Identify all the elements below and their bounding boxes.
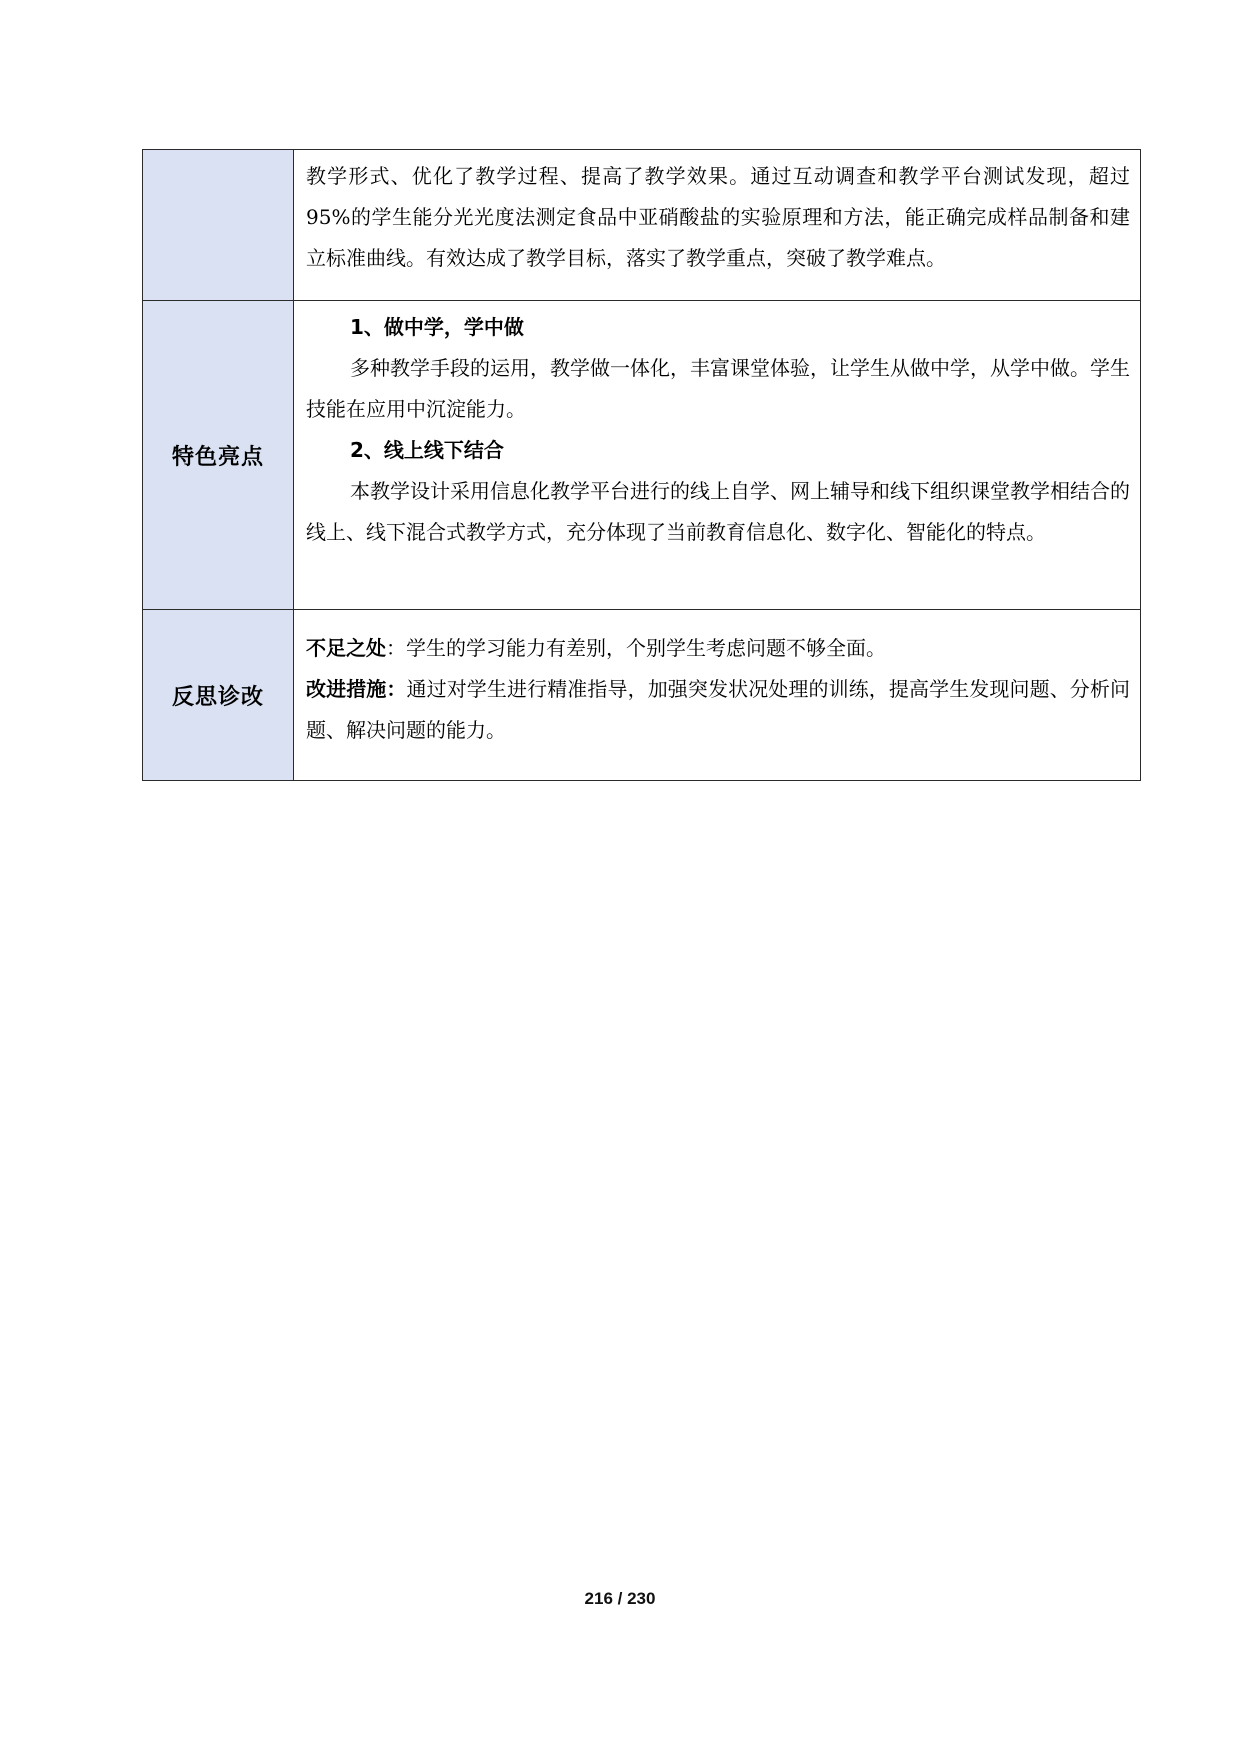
highlight-heading-2: 2、线上线下结合: [350, 438, 504, 462]
highlight-heading-1: 1、做中学，学中做: [350, 315, 524, 339]
highlight-paragraph-2: 本教学设计采用信息化教学平台进行的线上自学、网上辅导和线下组织课堂教学相结合的线上、线下混合式教学方式，充分体现了当前教育信息化、数字化、智能化的特点。: [306, 479, 1130, 544]
shortcoming-lead: 不足之处: [306, 636, 386, 660]
teaching-design-table: [142, 149, 1141, 781]
shortcoming-text: ：学生的学习能力有差别，个别学生考虑问题不够全面。: [386, 636, 886, 660]
table-row-reflection: [143, 610, 1141, 781]
effect-paragraph: 教学形式、优化了教学过程、提高了教学效果。通过互动调查和教学平台测试发现，超过 95%的学生能分光光度法测定食品中亚硝酸盐的实验原理和方法，能正确完成样品制备和建立标准曲线。有效达成了教学目标，落实了教学重点，突破了教学难点。: [306, 164, 1130, 270]
page-number: 216 / 230: [584, 1589, 656, 1608]
shortcoming-paragraph: [306, 628, 1130, 669]
improvement-lead: 改进措施：: [306, 677, 407, 701]
improvement-text: 通过对学生进行精准指导，加强突发状况处理的训练，提高学生发现问题、分析问题、解决问题的能力。: [306, 677, 1130, 742]
reflection-content-cell: [294, 610, 1141, 781]
table-row-highlights: [143, 301, 1141, 610]
improvement-paragraph: [306, 669, 1130, 751]
row-label-empty: [143, 150, 294, 301]
highlight-paragraph-1: 多种教学手段的运用，教学做一体化，丰富课堂体验，让学生从做中学，从学中做。学生技能在应用中沉淀能力。: [306, 356, 1130, 421]
row-label-highlights: 特色亮点: [143, 301, 294, 610]
table-row-effect: [143, 150, 1141, 301]
row-label-reflection: 反思诊改: [143, 610, 294, 781]
effect-content-cell: [294, 150, 1141, 301]
highlights-content-cell: [294, 301, 1141, 610]
